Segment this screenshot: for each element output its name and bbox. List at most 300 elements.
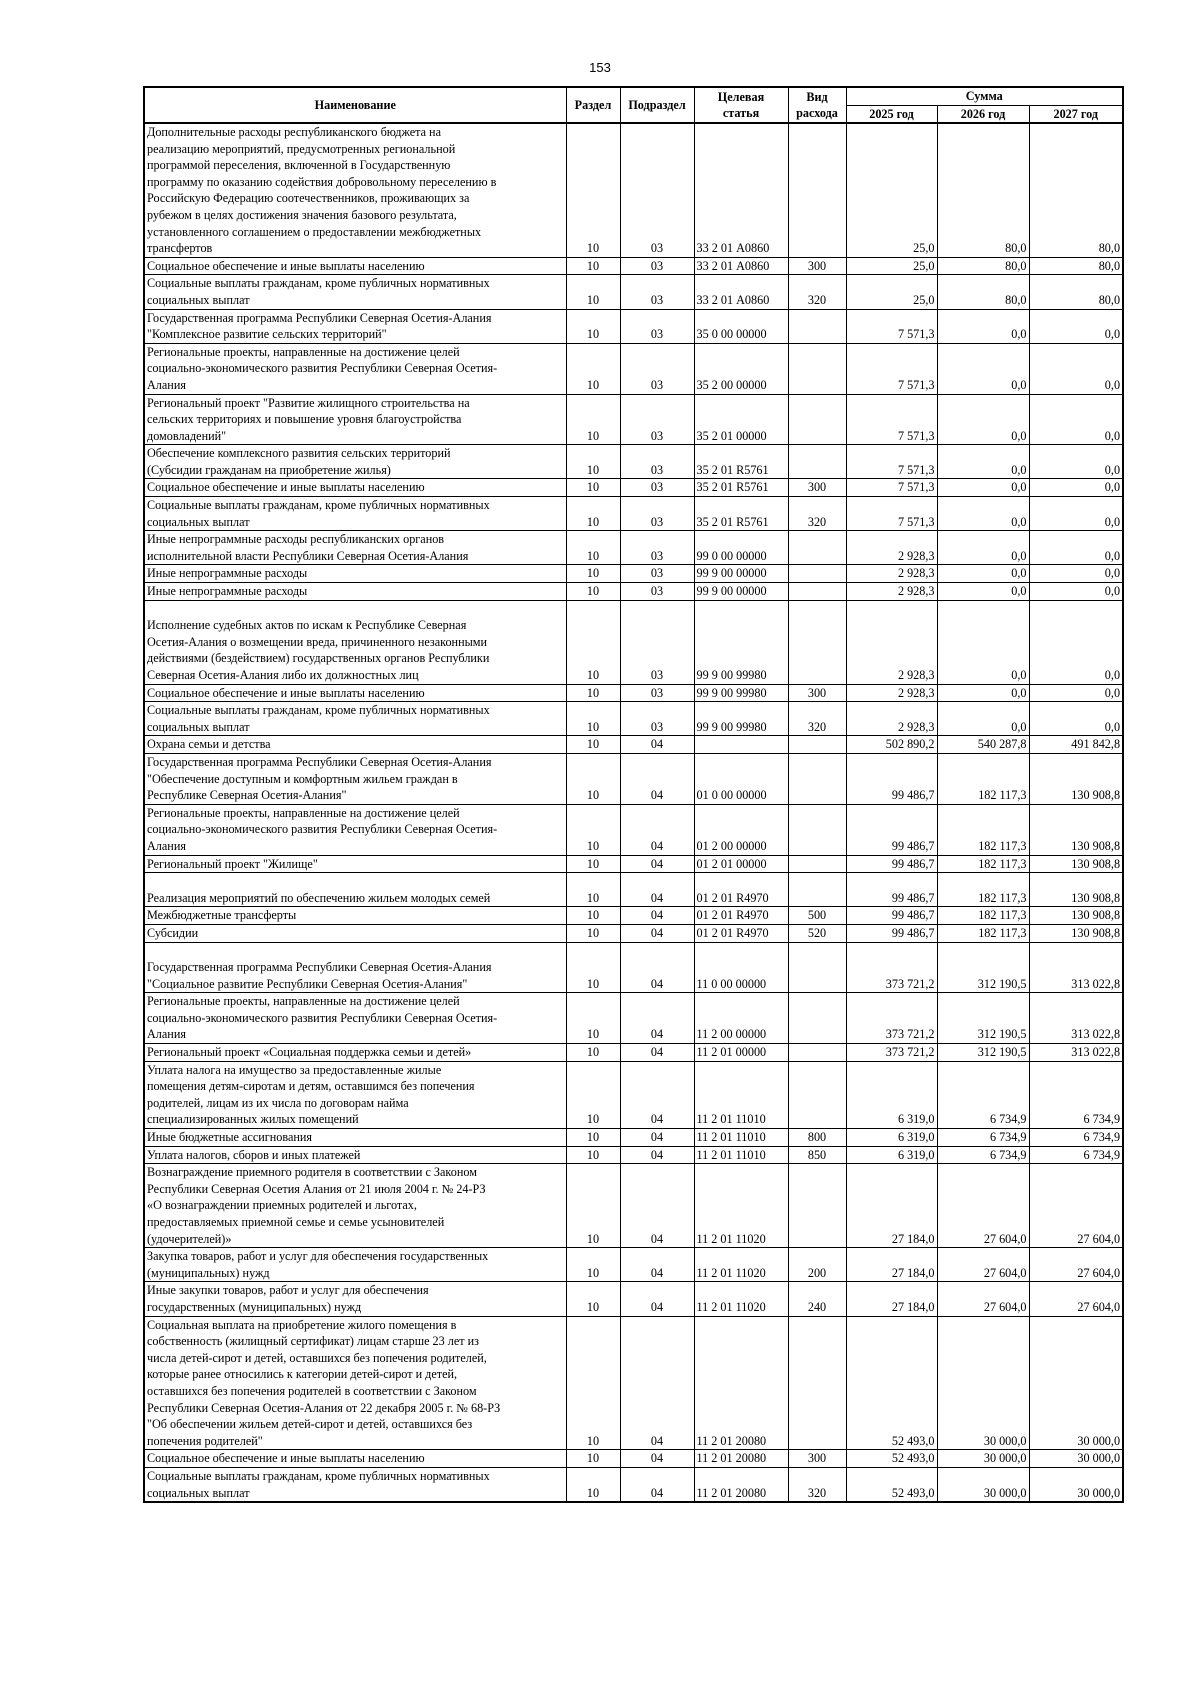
header-type-line2: расхода <box>796 106 838 120</box>
row-amount-2027: 27 604,0 <box>1029 1248 1123 1282</box>
header-name: Наименование <box>144 87 566 123</box>
row-target-article: 01 2 01 R4970 <box>694 873 788 907</box>
row-amount-2025: 25,0 <box>846 123 937 257</box>
row-name-line: установленного соглашением о предоставлении межбюджетных <box>147 224 482 239</box>
row-name-line: социально-экономического развития Республики Северная Осетия- <box>147 822 498 837</box>
row-amount-2026: 540 287,8 <box>937 736 1029 754</box>
row-amount-2025: 27 184,0 <box>846 1248 937 1282</box>
row-section: 10 <box>566 736 620 754</box>
row-subsection: 03 <box>620 702 694 736</box>
row-name <box>144 993 566 1044</box>
row-amount-2025: 2 928,3 <box>846 702 937 736</box>
row-amount-2027: 313 022,8 <box>1029 1044 1123 1062</box>
row-amount-2025: 7 571,3 <box>846 479 937 497</box>
row-amount-2027: 130 908,8 <box>1029 804 1123 855</box>
row-name-line: (удочерителей)» <box>147 1231 232 1246</box>
row-name-line: Социальные выплаты гражданам, кроме публичных нормативных <box>147 1468 490 1483</box>
row-subsection: 03 <box>620 531 694 565</box>
row-name-line: Социальные выплаты гражданам, кроме публичных нормативных <box>147 498 490 513</box>
row-amount-2025: 2 928,3 <box>846 583 937 601</box>
row-expense-type: 500 <box>788 907 846 925</box>
header-target-line2: статья <box>722 106 760 120</box>
row-name-line: Российскую Федерацию соотечественников, проживающих за <box>147 191 470 206</box>
row-name-line: программой переселения, включенной в Государственную <box>147 158 451 173</box>
row-amount-2025: 2 928,3 <box>846 600 937 684</box>
row-name-line: Закупка товаров, работ и услуг для обеспечения государственных <box>147 1249 489 1264</box>
row-amount-2026: 0,0 <box>937 479 1029 497</box>
row-name-line: социальных выплат <box>147 1485 250 1500</box>
row-amount-2026: 30 000,0 <box>937 1450 1029 1468</box>
row-name-line: "Комплексное развитие сельских территорий" <box>147 327 387 342</box>
row-amount-2027: 0,0 <box>1029 343 1123 394</box>
row-name-line: Региональные проекты, направленные на достижение целей <box>147 344 460 359</box>
row-section: 10 <box>566 123 620 257</box>
row-target-article: 99 9 00 99980 <box>694 684 788 702</box>
table-row <box>144 394 1123 445</box>
row-section: 10 <box>566 275 620 309</box>
row-name-line: "Об обеспечении жильем детей-сирот и детей, оставшихся без <box>147 1417 473 1432</box>
row-amount-2027: 130 908,8 <box>1029 924 1123 942</box>
row-name-line: Региональные проекты, направленные на достижение целей <box>147 994 460 1009</box>
row-name-line: Социальные выплаты гражданам, кроме публичных нормативных <box>147 276 490 291</box>
row-name-line: Иные бюджетные ассигнования <box>147 1130 313 1145</box>
table-row <box>144 309 1123 343</box>
row-amount-2026: 182 117,3 <box>937 907 1029 925</box>
row-amount-2026: 0,0 <box>937 684 1029 702</box>
row-expense-type <box>788 343 846 394</box>
row-amount-2026: 6 734,9 <box>937 1146 1029 1164</box>
row-target-article: 01 2 01 R4970 <box>694 907 788 925</box>
table-row <box>144 1316 1123 1450</box>
row-target-article: 33 2 01 А0860 <box>694 123 788 257</box>
row-section: 10 <box>566 924 620 942</box>
table-row <box>144 1129 1123 1147</box>
row-amount-2027: 0,0 <box>1029 309 1123 343</box>
row-expense-type <box>788 873 846 907</box>
row-name <box>144 531 566 565</box>
row-name-line: Иные закупки товаров, работ и услуг для обеспечения <box>147 1283 429 1298</box>
row-section: 10 <box>566 804 620 855</box>
row-name <box>144 924 566 942</box>
row-subsection: 04 <box>620 873 694 907</box>
row-expense-type: 800 <box>788 1129 846 1147</box>
row-subsection: 03 <box>620 123 694 257</box>
row-name-line: Социальное обеспечение и иные выплаты населению <box>147 480 425 495</box>
row-expense-type: 320 <box>788 702 846 736</box>
row-expense-type <box>788 942 846 993</box>
row-amount-2026: 0,0 <box>937 394 1029 445</box>
row-target-article: 99 9 00 99980 <box>694 702 788 736</box>
row-name-line: (муниципальных) нужд <box>147 1265 270 1280</box>
row-amount-2025: 502 890,2 <box>846 736 937 754</box>
row-amount-2026: 0,0 <box>937 600 1029 684</box>
row-name <box>144 497 566 531</box>
row-amount-2025: 52 493,0 <box>846 1467 937 1502</box>
row-name-line: Уплата налога на имущество за предоставленные жилые <box>147 1062 442 1077</box>
row-name-line: социально-экономического развития Республики Северная Осетия- <box>147 1010 498 1025</box>
row-target-article: 35 0 00 00000 <box>694 309 788 343</box>
row-name <box>144 1146 566 1164</box>
row-amount-2027: 491 842,8 <box>1029 736 1123 754</box>
row-expense-type <box>788 123 846 257</box>
row-subsection: 03 <box>620 394 694 445</box>
row-subsection: 04 <box>620 942 694 993</box>
row-section: 10 <box>566 1450 620 1468</box>
header-year-2026: 2026 год <box>937 105 1029 123</box>
row-expense-type <box>788 394 846 445</box>
row-amount-2026: 27 604,0 <box>937 1164 1029 1248</box>
row-name-line: Осетия-Алания о возмещении вреда, причиненного незаконными <box>147 634 488 649</box>
row-section: 10 <box>566 394 620 445</box>
row-target-article: 99 9 00 00000 <box>694 565 788 583</box>
row-name-line: Охрана семьи и детства <box>147 737 271 752</box>
row-amount-2025: 6 319,0 <box>846 1061 937 1128</box>
row-subsection: 03 <box>620 445 694 479</box>
row-subsection: 03 <box>620 684 694 702</box>
row-target-article: 11 2 01 20080 <box>694 1450 788 1468</box>
row-expense-type: 200 <box>788 1248 846 1282</box>
row-target-article: 35 2 01 00000 <box>694 394 788 445</box>
row-amount-2027: 130 908,8 <box>1029 873 1123 907</box>
row-amount-2027: 0,0 <box>1029 600 1123 684</box>
row-amount-2027: 27 604,0 <box>1029 1164 1123 1248</box>
row-section: 10 <box>566 942 620 993</box>
row-amount-2027: 130 908,8 <box>1029 855 1123 873</box>
row-name-line: Республике Северная Осетия-Алания" <box>147 788 347 803</box>
row-target-article: 33 2 01 А0860 <box>694 257 788 275</box>
table-row <box>144 275 1123 309</box>
header-target-article <box>694 87 788 123</box>
row-target-article: 01 2 01 00000 <box>694 855 788 873</box>
row-name-line: Социальная выплата на приобретение жилого помещения в <box>147 1317 457 1332</box>
row-subsection: 04 <box>620 993 694 1044</box>
row-amount-2027: 27 604,0 <box>1029 1282 1123 1316</box>
row-expense-type <box>788 804 846 855</box>
row-target-article: 33 2 01 А0860 <box>694 275 788 309</box>
row-section: 10 <box>566 993 620 1044</box>
row-subsection: 03 <box>620 583 694 601</box>
row-amount-2026: 0,0 <box>937 583 1029 601</box>
row-expense-type <box>788 736 846 754</box>
row-name-line: социальных выплат <box>147 514 250 529</box>
row-name <box>144 394 566 445</box>
row-expense-type <box>788 1316 846 1450</box>
row-section: 10 <box>566 257 620 275</box>
row-amount-2025: 99 486,7 <box>846 873 937 907</box>
row-name-line: Уплата налогов, сборов и иных платежей <box>147 1147 361 1162</box>
row-name-line: Алания <box>147 377 186 392</box>
row-target-article: 35 2 01 R5761 <box>694 497 788 531</box>
row-subsection: 04 <box>620 1450 694 1468</box>
row-amount-2026: 27 604,0 <box>937 1282 1029 1316</box>
row-name-line: Вознаграждение приемного родителя в соответствии с Законом <box>147 1165 477 1180</box>
row-amount-2026: 0,0 <box>937 497 1029 531</box>
row-target-article: 35 2 01 R5761 <box>694 445 788 479</box>
row-section: 10 <box>566 583 620 601</box>
row-subsection: 03 <box>620 257 694 275</box>
row-subsection: 04 <box>620 1164 694 1248</box>
row-amount-2026: 6 734,9 <box>937 1129 1029 1147</box>
row-expense-type <box>788 1061 846 1128</box>
row-name <box>144 583 566 601</box>
row-expense-type <box>788 600 846 684</box>
header-sum: Сумма <box>846 87 1123 105</box>
row-amount-2025: 6 319,0 <box>846 1129 937 1147</box>
row-name <box>144 684 566 702</box>
row-amount-2027: 6 734,9 <box>1029 1061 1123 1128</box>
row-expense-type <box>788 445 846 479</box>
row-name-line: Алания <box>147 1027 186 1042</box>
row-amount-2025: 7 571,3 <box>846 497 937 531</box>
row-subsection: 03 <box>620 479 694 497</box>
row-amount-2026: 0,0 <box>937 702 1029 736</box>
row-name-line: помещения детям-сиротам и детям, оставшимся без попечения <box>147 1079 475 1094</box>
row-subsection: 04 <box>620 1248 694 1282</box>
row-section: 10 <box>566 1044 620 1062</box>
row-subsection: 04 <box>620 1129 694 1147</box>
row-target-article: 11 2 01 11020 <box>694 1248 788 1282</box>
row-target-article: 35 2 01 R5761 <box>694 479 788 497</box>
table-row <box>144 1044 1123 1062</box>
header-subsection: Подраздел <box>620 87 694 123</box>
row-name <box>144 736 566 754</box>
row-name-line: которые ранее относились к категории детей-сирот и детей, <box>147 1367 458 1382</box>
row-subsection: 04 <box>620 804 694 855</box>
row-amount-2026: 80,0 <box>937 257 1029 275</box>
row-expense-type: 320 <box>788 1467 846 1502</box>
row-expense-type: 850 <box>788 1146 846 1164</box>
row-target-article <box>694 736 788 754</box>
row-name-line <box>147 601 564 618</box>
row-name-line: собственность (жилищный сертификат) лицам старше 23 лет из <box>147 1334 479 1349</box>
table-row <box>144 1282 1123 1316</box>
row-amount-2025: 373 721,2 <box>846 993 937 1044</box>
row-subsection: 04 <box>620 1316 694 1450</box>
row-section: 10 <box>566 1146 620 1164</box>
row-amount-2027: 30 000,0 <box>1029 1450 1123 1468</box>
row-amount-2026: 6 734,9 <box>937 1061 1029 1128</box>
row-name-line: родителей, лицам из их числа по договорам найма <box>147 1095 409 1110</box>
row-name-line: рубежом в целях достижения значения базового результата, <box>147 207 457 222</box>
row-name <box>144 1467 566 1502</box>
table-row <box>144 855 1123 873</box>
row-subsection: 04 <box>620 1282 694 1316</box>
row-amount-2025: 2 928,3 <box>846 684 937 702</box>
row-amount-2025: 99 486,7 <box>846 804 937 855</box>
row-name-line <box>147 873 564 890</box>
row-name-line: реализацию мероприятий, предусмотренных региональной <box>147 141 456 156</box>
row-target-article: 35 2 00 00000 <box>694 343 788 394</box>
row-name-line: Региональный проект "Развитие жилищного строительства на <box>147 395 470 410</box>
table-row <box>144 873 1123 907</box>
row-name <box>144 445 566 479</box>
table-row <box>144 702 1123 736</box>
row-section: 10 <box>566 1061 620 1128</box>
row-name-line: Региональный проект "Жилище" <box>147 856 318 871</box>
row-amount-2026: 0,0 <box>937 445 1029 479</box>
row-section: 10 <box>566 1129 620 1147</box>
header-year-2027: 2027 год <box>1029 105 1123 123</box>
row-name-line: "Обеспечение доступным и комфортным жильем граждан в <box>147 771 458 786</box>
row-subsection: 04 <box>620 1061 694 1128</box>
row-name-line: Обеспечение комплексного развития сельских территорий <box>147 446 451 461</box>
row-name-line: предоставляемых приемной семье и семье усыновителей <box>147 1215 445 1229</box>
row-name <box>144 1316 566 1450</box>
row-amount-2026: 80,0 <box>937 275 1029 309</box>
row-section: 10 <box>566 855 620 873</box>
table-row <box>144 684 1123 702</box>
row-name-line: Иные непрограммные расходы республиканских органов <box>147 532 445 547</box>
row-subsection: 04 <box>620 1146 694 1164</box>
row-name <box>144 309 566 343</box>
header-type-line1: Вид <box>806 90 828 104</box>
row-target-article: 99 9 00 00000 <box>694 583 788 601</box>
row-amount-2026: 182 117,3 <box>937 873 1029 907</box>
row-section: 10 <box>566 1164 620 1248</box>
table-row <box>144 736 1123 754</box>
row-amount-2025: 7 571,3 <box>846 445 937 479</box>
row-subsection: 04 <box>620 753 694 804</box>
row-target-article: 99 9 00 99980 <box>694 600 788 684</box>
row-amount-2027: 30 000,0 <box>1029 1467 1123 1502</box>
row-amount-2025: 25,0 <box>846 275 937 309</box>
row-name-line: программу по оказанию содействия добровольному переселению в <box>147 174 497 189</box>
row-amount-2027: 0,0 <box>1029 445 1123 479</box>
row-amount-2027: 30 000,0 <box>1029 1316 1123 1450</box>
row-name-line: Региональные проекты, направленные на достижение целей <box>147 805 460 820</box>
row-name-line: Северная Осетия-Алания либо их должностных лиц <box>147 668 419 682</box>
row-expense-type: 300 <box>788 1450 846 1468</box>
row-name <box>144 1248 566 1282</box>
row-subsection: 03 <box>620 497 694 531</box>
row-target-article: 11 2 01 00000 <box>694 1044 788 1062</box>
table-row <box>144 531 1123 565</box>
row-name-line: Социальные выплаты гражданам, кроме публичных нормативных <box>147 703 490 718</box>
row-section: 10 <box>566 343 620 394</box>
table-row <box>144 583 1123 601</box>
row-subsection: 03 <box>620 565 694 583</box>
row-subsection: 04 <box>620 1044 694 1062</box>
row-subsection: 03 <box>620 275 694 309</box>
row-name-line: специализированных жилых помещений <box>147 1112 359 1127</box>
row-name <box>144 1129 566 1147</box>
table-row <box>144 600 1123 684</box>
row-amount-2027: 0,0 <box>1029 684 1123 702</box>
row-amount-2027: 80,0 <box>1029 257 1123 275</box>
row-expense-type: 300 <box>788 684 846 702</box>
table-row <box>144 924 1123 942</box>
row-name-line: Субсидии <box>147 925 199 940</box>
table-row <box>144 1146 1123 1164</box>
row-amount-2025: 99 486,7 <box>846 855 937 873</box>
table-row <box>144 343 1123 394</box>
row-name <box>144 1282 566 1316</box>
row-name-line: Государственная программа Республики Северная Осетия-Алания <box>147 310 492 325</box>
row-amount-2027: 313 022,8 <box>1029 993 1123 1044</box>
row-name-line: действиями (бездействием) государственных органов Республики <box>147 651 490 666</box>
row-amount-2027: 80,0 <box>1029 275 1123 309</box>
row-amount-2025: 6 319,0 <box>846 1146 937 1164</box>
row-amount-2025: 52 493,0 <box>846 1316 937 1450</box>
row-name-line: Республики Северная Осетия-Алания от 22 декабря 2005 г. № 68-РЗ <box>147 1400 501 1415</box>
row-amount-2027: 6 734,9 <box>1029 1146 1123 1164</box>
table-row <box>144 257 1123 275</box>
table-row <box>144 1061 1123 1128</box>
row-expense-type <box>788 565 846 583</box>
row-name-line: трансфертов <box>147 241 213 256</box>
row-name-line: Республики Северная Осетия Алания от 21 июля 2004 г. № 24-РЗ <box>147 1181 486 1196</box>
row-section: 10 <box>566 684 620 702</box>
row-expense-type <box>788 993 846 1044</box>
row-name-line: домовладений" <box>147 428 227 443</box>
row-target-article: 11 2 01 11020 <box>694 1282 788 1316</box>
row-name-line: Социальное обеспечение и иные выплаты населению <box>147 258 425 273</box>
row-name <box>144 855 566 873</box>
row-name-line: сельских территориях и повышение уровня благоустройства <box>147 412 462 427</box>
row-expense-type <box>788 855 846 873</box>
header-section: Раздел <box>566 87 620 123</box>
row-section: 10 <box>566 702 620 736</box>
row-amount-2025: 2 928,3 <box>846 565 937 583</box>
row-amount-2026: 182 117,3 <box>937 924 1029 942</box>
table-row <box>144 565 1123 583</box>
table-row <box>144 497 1123 531</box>
row-expense-type: 320 <box>788 497 846 531</box>
row-amount-2026: 182 117,3 <box>937 855 1029 873</box>
row-amount-2025: 25,0 <box>846 257 937 275</box>
row-name-line: Государственная программа Республики Северная Осетия-Алания <box>147 754 492 769</box>
row-section: 10 <box>566 1248 620 1282</box>
row-amount-2026: 312 190,5 <box>937 1044 1029 1062</box>
row-expense-type: 300 <box>788 479 846 497</box>
row-target-article: 11 2 01 11020 <box>694 1164 788 1248</box>
row-name-line: социальных выплат <box>147 292 250 307</box>
row-target-article: 11 2 00 00000 <box>694 993 788 1044</box>
row-amount-2027: 0,0 <box>1029 583 1123 601</box>
row-subsection: 04 <box>620 736 694 754</box>
row-name-line: Дополнительные расходы республиканского бюджета на <box>147 125 441 139</box>
table-row <box>144 993 1123 1044</box>
row-target-article: 01 0 00 00000 <box>694 753 788 804</box>
table-row <box>144 907 1123 925</box>
row-target-article: 11 2 01 11010 <box>694 1129 788 1147</box>
row-target-article: 99 0 00 00000 <box>694 531 788 565</box>
row-section: 10 <box>566 873 620 907</box>
row-amount-2027: 313 022,8 <box>1029 942 1123 993</box>
row-name-line: оставшихся без попечения родителей в соответствии с Законом <box>147 1383 477 1398</box>
row-amount-2025: 27 184,0 <box>846 1282 937 1316</box>
row-name <box>144 600 566 684</box>
row-section: 10 <box>566 753 620 804</box>
row-amount-2026: 0,0 <box>937 531 1029 565</box>
table-row <box>144 942 1123 993</box>
row-subsection: 03 <box>620 600 694 684</box>
row-name-line: "Социальное развитие Республики Северная Осетия-Алания" <box>147 976 468 991</box>
row-section: 10 <box>566 531 620 565</box>
row-expense-type: 520 <box>788 924 846 942</box>
row-amount-2027: 0,0 <box>1029 565 1123 583</box>
header-year-2025: 2025 год <box>846 105 937 123</box>
row-amount-2025: 52 493,0 <box>846 1450 937 1468</box>
row-expense-type <box>788 309 846 343</box>
row-amount-2025: 99 486,7 <box>846 924 937 942</box>
table-row <box>144 1450 1123 1468</box>
row-target-article: 11 2 01 20080 <box>694 1467 788 1502</box>
row-amount-2026: 312 190,5 <box>937 993 1029 1044</box>
row-section: 10 <box>566 309 620 343</box>
row-expense-type <box>788 753 846 804</box>
row-amount-2026: 30 000,0 <box>937 1467 1029 1502</box>
